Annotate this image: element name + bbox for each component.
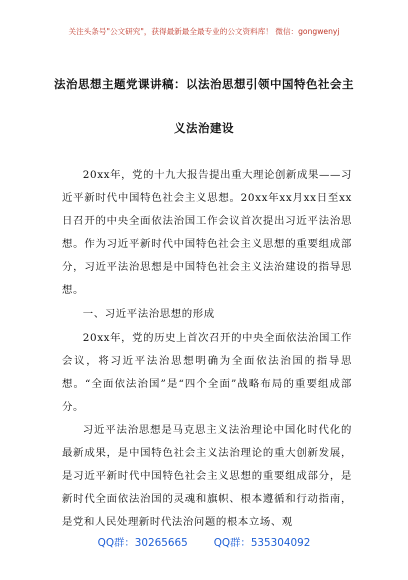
- document-body: [62, 164, 352, 534]
- section-heading-1: 一、习近平法治思想的形成: [82, 308, 215, 320]
- document-title-line-1: 法治思想主题党课讲稿：以法治思想引领中国特色社会主: [54, 77, 354, 91]
- qq-group-2: QQ群：535304092: [213, 537, 311, 549]
- paragraph-intro: 20xx年，党的十九大报告提出重大理论创新成果——习近平新时代中国特色社会主义思想。20xx年xx月xx日至xx日召开的中央全面依法治国工作会议首次提出习近平法治思想。作为习近平新时代中国特色社会主义思想的重要组成部分，习近平法治思想是中国特色社会主义法治建设的指导思想。: [62, 169, 352, 296]
- paragraph-significance: 习近平法治思想是马克思主义法治理论中国化时代化的最新成果，是中国特色社会主义法治理论的重大创新发展，是习近平新时代中国特色社会主义思想的重要组成部分，是新时代全面依法治国的灵魂和旗帜、根本遵循和行动指南，是党和人民处理新时代法治问题的根本立场、观: [62, 424, 352, 528]
- qq-group-1: QQ群：30265665: [97, 537, 188, 549]
- header-promo-note: 关注头条号"公文研究"，获得最新最全最专业的公文资料库！ 微信：gongwenyj: [68, 27, 340, 36]
- document-title-line-2: 义法治建设: [174, 121, 234, 135]
- paragraph-formation: 20xx年，党的历史上首次召开的中央全面依法治国工作会议，将习近平法治思想明确为全面依法治国的指导思想。“全面依法治国”是“四个全面”战略布局的重要组成部分。: [62, 332, 352, 413]
- footer-contact: [0, 534, 408, 549]
